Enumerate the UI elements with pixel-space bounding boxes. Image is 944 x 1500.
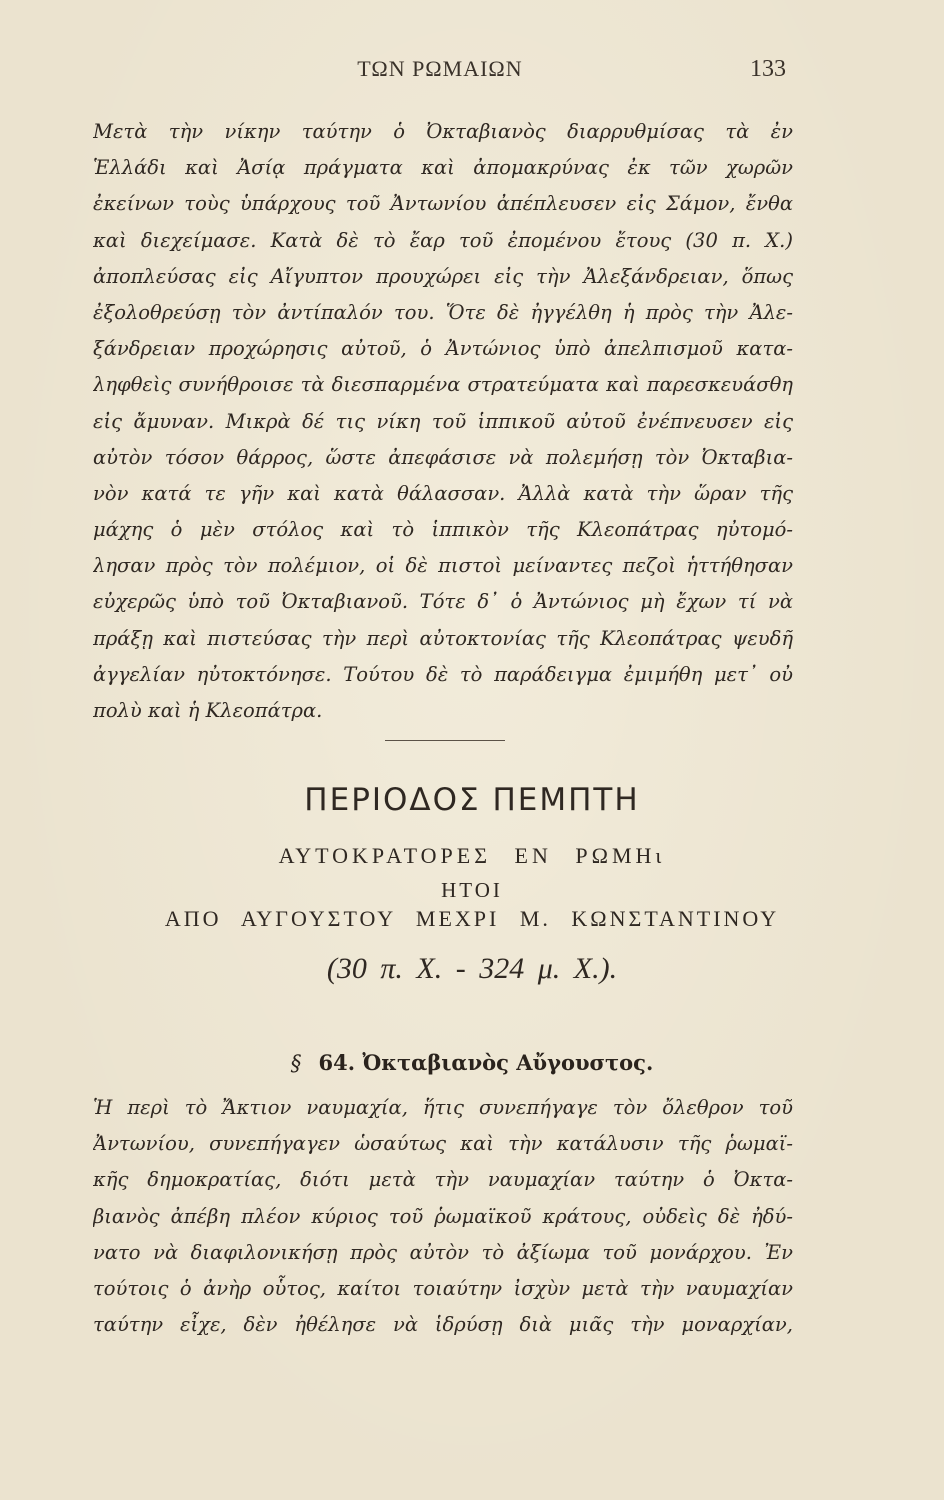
text-line: αὐτὸν τόσον θάρρος, ὥστε ἀπεφάσισε νὰ πολεμήσῃ τὸν Ὀκταβια-: [93, 445, 793, 469]
text-line: ξάνδρειαν προχώρησις αὐτοῦ, ὁ Ἀντώνιος ὑπὸ ἀπελπισμοῦ κατα-: [93, 337, 793, 361]
text-line: ἐκείνων τοὺς ὑπάρχους τοῦ Ἀντωνίου ἀπέπλευσεν εἰς Σάμον, ἔνθα: [93, 192, 793, 216]
running-title: ΤΩΝ ΡΩΜΑΙΩΝ: [357, 56, 523, 81]
text-line: εὐχερῶς ὑπὸ τοῦ Ὀκταβιανοῦ. Τότε δ᾽ ὁ Ἀντώνιος μὴ ἔχων τί νὰ: [93, 590, 793, 614]
running-header: [90, 56, 790, 90]
section-title: Ὀκταβιανὸς Αὔγουστος.: [362, 1050, 654, 1075]
text-line: ληφθεὶς συνήθροισε τὰ διεσπαρμένα στρατεύματα καὶ παρεσκευάσθη: [93, 373, 793, 397]
period-subtitle-connector: ΗΤΟΙ: [441, 878, 503, 902]
text-line: κῆς δημοκρατίας, διότι μετὰ τὴν ναυμαχίαν ταύτην ὁ Ὀκτα-: [93, 1168, 793, 1192]
text-line: βιανὸς ἀπέβη πλέον κύριος τοῦ ῥωμαϊκοῦ κράτους, οὐδεὶς δὲ ἠδύ-: [93, 1204, 793, 1228]
text-line: ἀποπλεύσας εἰς Αἴγυπτον προυχώρει εἰς τὴν Ἀλεξάνδρειαν, ὅπως: [93, 264, 793, 288]
text-line: πράξῃ καὶ πιστεύσας τὴν περὶ αὐτοκτονίας τῆς Κλεοπάτρας ψευδῆ: [93, 626, 793, 650]
text-line: Ἀντωνίου, συνεπήγαγεν ὡσαύτως καὶ τὴν κατάλυσιν τῆς ῥωμαϊ-: [93, 1132, 793, 1156]
section-heading: [0, 1050, 944, 1075]
paragraph-actium: [93, 1090, 793, 1343]
text-line: καὶ διεχείμασε. Κατὰ δὲ τὸ ἔαρ τοῦ ἐπομένου ἔτους (30 π. Χ.): [93, 228, 793, 252]
page-number: 133: [750, 56, 786, 82]
paragraph-octavian-victory: [93, 114, 793, 729]
text-line: νατο νὰ διαφιλονικήσῃ πρὸς αὐτὸν τὸ ἀξίωμα τοῦ μονάρχου. Ἐν: [93, 1240, 793, 1264]
text-line: ταύτην εἶχε, δὲν ἠθέλησε νὰ ἱδρύσῃ διὰ μιᾶς τὴν μοναρχίαν,: [93, 1313, 793, 1337]
text-line: νὸν κατά τε γῆν καὶ κατὰ θάλασσαν. Ἀλλὰ κατὰ τὴν ὥραν τῆς: [93, 481, 793, 505]
period-title: ΠΕΡΙΟΔΟΣ ΠΕΜΠΤΗ: [304, 782, 640, 818]
section-divider: [385, 740, 505, 741]
text-line: λησαν πρὸς τὸν πολέμιον, οἱ δὲ πιστοὶ μείναντες πεζοὶ ἡττήθησαν: [93, 554, 793, 578]
period-subtitle: ΑΥΤΟΚΡΑΤΟΡΕΣ ΕΝ ΡΩΜΗι: [278, 843, 666, 868]
text-line: ἐξολοθρεύσῃ τὸν ἀντίπαλόν του. Ὅτε δὲ ἠγγέλθη ἡ πρὸς τὴν Ἀλε-: [93, 300, 793, 324]
text-line: πολὺ καὶ ἡ Κλεοπάτρα.: [93, 699, 323, 722]
text-line: Ἑλλάδι καὶ Ἀσίᾳ πράγματα καὶ ἀπομακρύνας ἐκ τῶν χωρῶν: [93, 156, 793, 180]
text-line: Ἡ περὶ τὸ Ἄκτιον ναυμαχία, ἥτις συνεπήγαγε τὸν ὄλεθρον τοῦ: [93, 1096, 793, 1119]
period-date-range: (30 π. Χ. - 324 μ. Χ.).: [326, 952, 618, 985]
text-line: ἀγγελίαν ηὐτοκτόνησε. Τούτου δὲ τὸ παράδειγμα ἐμιμήθη μετ᾽ οὐ: [93, 662, 793, 686]
section-number: 64.: [318, 1050, 356, 1075]
text-line: Μετὰ τὴν νίκην ταύτην ὁ Ὀκταβιανὸς διαρρυθμίσας τὰ ἐν: [93, 120, 793, 143]
text-line: τούτοις ὁ ἀνὴρ οὗτος, καίτοι τοιαύτην ἰσχὺν μετὰ τὴν ναυμαχίαν: [93, 1276, 793, 1300]
text-line: μάχης ὁ μὲν στόλος καὶ τὸ ἱππικὸν τῆς Κλεοπάτρας ηὐτομό-: [93, 518, 793, 542]
text-line: εἰς ἄμυναν. Μικρὰ δέ τις νίκη τοῦ ἱππικοῦ αὐτοῦ ἐνέπνευσεν εἰς: [93, 409, 793, 433]
period-subtitle-range: ΑΠΟ ΑΥΓΟΥΣΤΟΥ ΜΕΧΡΙ Μ. ΚΩΝΣΤΑΝΤΙΝΟΥ: [164, 906, 780, 931]
section-symbol: §: [290, 1051, 302, 1075]
